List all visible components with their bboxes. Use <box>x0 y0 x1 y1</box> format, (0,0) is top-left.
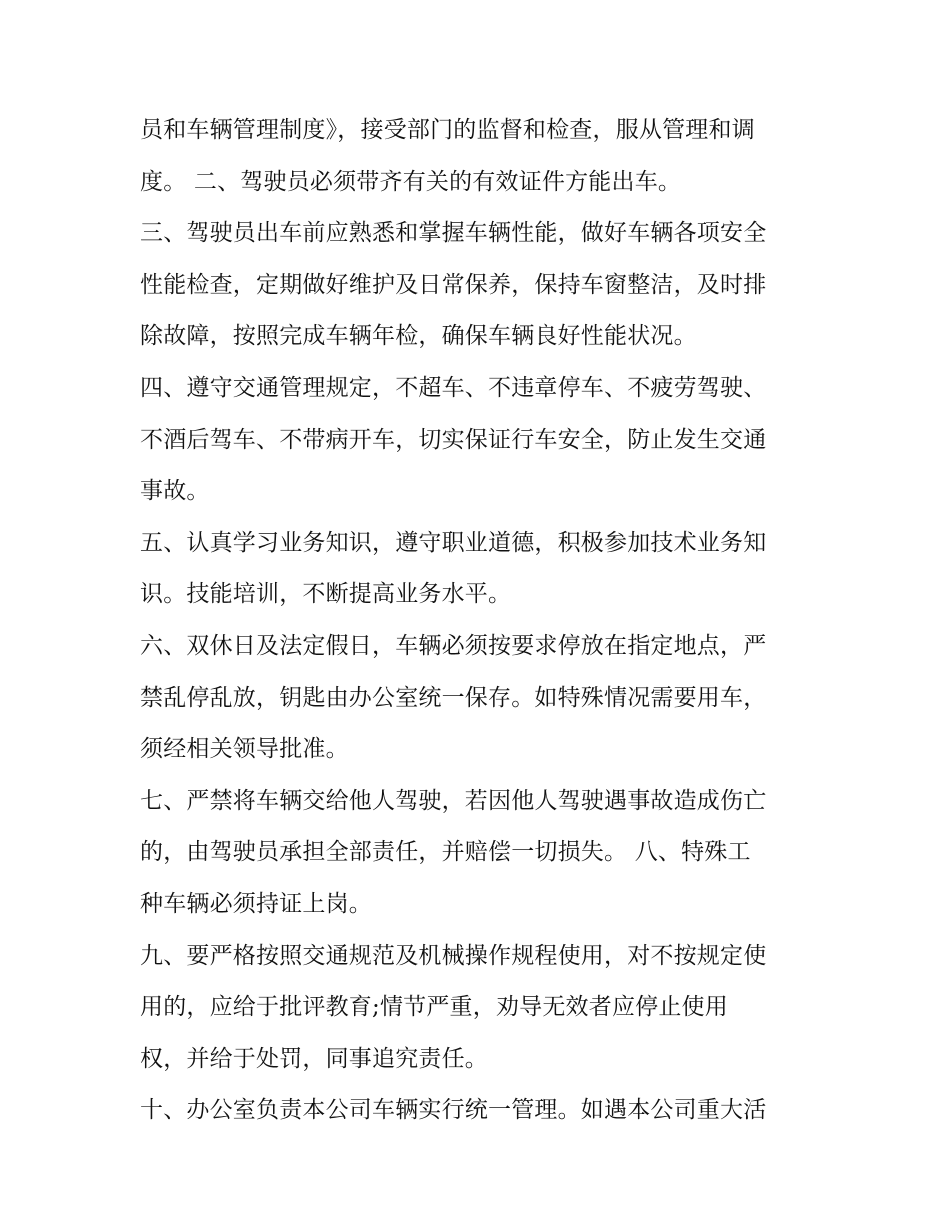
text-line: 九、要严格按照交通规范及机械操作规程使用，对不按规定使 <box>140 942 767 969</box>
text-line: 除故障，按照完成车辆年检，确保车辆良好性能状况。 <box>140 323 697 350</box>
text-line: 十、办公室负责本公司车辆实行统一管理。如遇本公司重大活 <box>140 1097 767 1124</box>
text-line: 五、认真学习业务知识，遵守职业道德，积极参加技术业务知 <box>140 529 767 556</box>
text-line: 禁乱停乱放，钥匙由办公室统一保存。如特殊情况需要用车， <box>140 684 767 711</box>
text-line: 权，并给于处罚，同事追究责任。 <box>140 1045 488 1072</box>
text-line: 六、双休日及法定假日，车辆必须按要求停放在指定地点，严 <box>140 632 767 659</box>
text-line: 须经相关领导批准。 <box>140 736 349 763</box>
text-line: 的，由驾驶员承担全部责任，并赔偿一切损失。 八、特殊工 <box>140 839 751 866</box>
text-line: 不酒后驾车、不带病开车，切实保证行车安全，防止发生交通 <box>140 426 767 453</box>
text-line: 四、遵守交通管理规定，不超车、不违章停车、不疲劳驾驶、 <box>140 374 767 401</box>
document-body <box>140 108 820 1140</box>
text-line: 性能检查，定期做好维护及日常保养，保持车窗整洁，及时排 <box>140 271 767 298</box>
text-line: 事故。 <box>140 478 210 505</box>
text-line: 七、严禁将车辆交给他人驾驶，若因他人驾驶遇事故造成伤亡 <box>140 787 767 814</box>
text-line: 用的，应给于批评教育;情节严重，劝导无效者应停止使用 <box>140 994 728 1021</box>
text-line: 员和车辆管理制度》，接受部门的监督和检查，服从管理和调 <box>140 117 755 143</box>
text-line: 三、驾驶员出车前应熟悉和掌握车辆性能，做好车辆各项安全 <box>140 220 767 247</box>
text-line: 种车辆必须持证上岗。 <box>140 890 372 917</box>
text-line: 识。技能培训，不断提高业务水平。 <box>140 581 512 608</box>
text-line: 度。 二、驾驶员必须带齐有关的有效证件方能出车。 <box>140 168 682 195</box>
